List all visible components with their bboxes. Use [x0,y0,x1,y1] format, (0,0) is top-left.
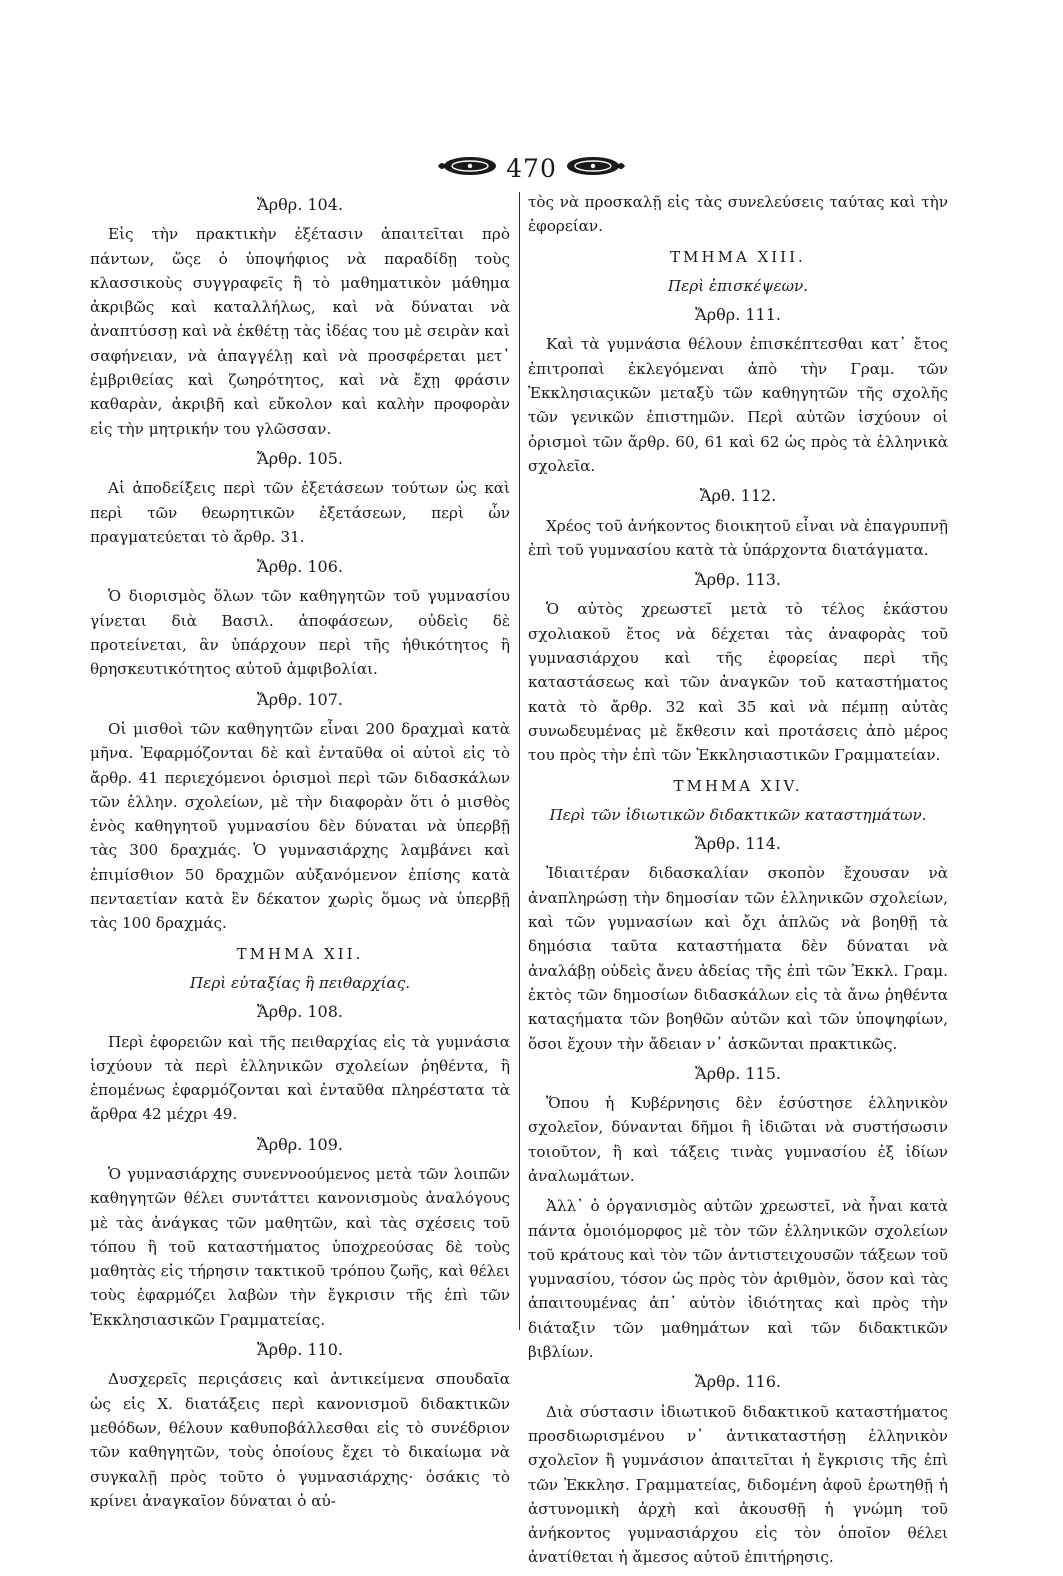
article-heading: Ἄρθρ. 113. [695,570,781,590]
left-column [90,190,510,1519]
column-divider [519,192,520,1330]
paragraph: Εἰς τὴν πρακτικὴν ἐξέτασιν ἀπαιτεῖται πρὸ πάντων, ὥςε ὁ ὑποψήφιος νὰ παραδίδῃ τοὺς κλασσικοὺς συγγραφεῖς ἢ τὸ μαθηματικὸν μάθημα ἀκριβῶς καὶ καταλλήλως, καὶ νὰ δύναται νὰ ἀναπτύσσῃ καὶ νὰ ἐκθέτῃ τὰς ἰδέας του μὲ σειρὰν καὶ σαφήνειαν, νὰ ἀπαγγέλῃ καὶ νὰ προσφέρεται μετ᾽ ἐμβριθείας καὶ ζωηρότητος, καὶ νὰ ἔχῃ φράσιν καθαρὰν, ἀκριβῆ καὶ εὔκολον καὶ καλὴν προφορὰν εἰς τὴν μητρικήν του γλῶσσαν. [90,225,510,438]
paragraph: Ὁ αὐτὸς χρεωστεῖ μετὰ τὸ τέλος ἑκάστου σχολιακοῦ ἔτος νὰ δέχεται τὰς ἀναφορὰς τοῦ γυμνασιάρχου καὶ τῆς ἐφορείας περὶ τῆς καταστάσεως καὶ τῶν ἀναγκῶν τοῦ καταστήματος κατὰ τὸ ἄρθρ. 32 καὶ 35 καὶ νὰ πέμπῃ αὐτὰς συνωδευμένας μὲ ἔκθεσιν καὶ προτάσεις ἀπὸ μέρος του πρὸς τὴν ἐπὶ τῶν Ἐκκλησιαστικῶν Γραμματείαν. [528,600,948,765]
paragraph: Ὁ διορισμὸς ὅλων τῶν καθηγητῶν τοῦ γυμνασίου γίνεται διὰ Βασιλ. ἀποφάσεων, οὐδεὶς δὲ προτείνεται, ἂν ὑπάρχουν περὶ τῆς ἠθικότητος ἢ θρησκευτικότητος αὐτοῦ ἀμφιβολίαι. [90,587,510,679]
page-number: 470 [506,153,557,183]
article-heading: Ἄρθ. 112. [699,486,777,506]
paragraph: Χρέος τοῦ ἀνήκοντος διοικητοῦ εἶναι νὰ ἐπαγρυπνῇ ἐπὶ τοῦ γυμνασίου κατὰ τὰ ὑπάρχοντα διατάγματα. [528,516,948,559]
article-heading: Ἄρθρ. 111. [695,305,781,325]
article-heading: Ἄρθρ. 104. [257,195,343,214]
article-heading: Ἄρθρ. 108. [257,1002,343,1022]
section-heading: ΤΜΗΜΑ XIII. [670,247,806,266]
paragraph: Καὶ τὰ γυμνάσια θέλουν ἐπισκέπτεσθαι κατ᾽ ἔτος ἐπιτροπαὶ ἐκλεγόμεναι ἀπὸ τὴν Γραμ. τῶν Ἐκκλησιαςικῶν μεταξὺ τῶν καθηγητῶν τῆς σχολῆς τῶν γενικῶν ἐπιστημῶν. Περὶ αὐτῶν ἰσχύουν οἱ ὁρισμοὶ τῶν ἄρθρ. 60, 61 καὶ 62 ὡς πρὸς τὰ ἑλληνικὰ σχολεῖα. [528,335,948,475]
section-heading: ΤΜΗΜΑ XII. [236,944,364,963]
section-subtitle: Περὶ ἐπισκέψεων. [667,276,809,295]
paragraph: Περὶ ἐφορειῶν καὶ τῆς πειθαρχίας εἰς τὰ γυμνάσια ἰσχύουν τὰ περὶ ἑλληνικῶν σχολείων ῥηθέντα, ἢ ἐπομένως ἐφαρμόζονται καὶ ἐνταῦθα πληρέστατα τὰ ἄρθρα 42 μέχρι 49. [90,1032,510,1124]
paragraph: Αἱ ἀποδείξεις περὶ τῶν ἐξετάσεων τούτων ὡς καὶ περὶ τῶν θεωρητικῶν ἐξετάσεων, περὶ ὧν πραγματεύεται τὸ ἄρθρ. 31. [90,479,510,546]
paragraph: τὸς νὰ προσκαλῇ εἰς τὰς συνελεύσεις ταύτας καὶ τὴν ἐφορείαν. [528,193,948,236]
article-heading: Ἄρθρ. 107. [257,689,343,709]
article-heading: Ἄρθρ. 116. [695,1372,781,1392]
article-heading: Ἄρθρ. 109. [257,1134,343,1154]
article-heading: Ἄρθρ. 105. [257,448,343,468]
section-heading: ΤΜΗΜΑ XIV. [673,776,803,795]
article-heading: Ἄρθρ. 114. [695,834,781,854]
paragraph: Ἰδιαιτέραν διδασκαλίαν σκοπὸν ἔχουσαν νὰ ἀναπληρώσῃ τὴν δημοσίαν τῶν ἑλληνικῶν σχολείων, καὶ τῶν γυμνασίων καὶ ὄχι ἁπλῶς νὰ βοηθῇ τὰ δημόσια ταῦτα καταστήματα δὲν δύναται νὰ ἀναλάβῃ οὐδεὶς ἄνευ ἀδείας τῆς ἐπὶ τῶν Ἐκκλ. Γραμ. ἐκτὸς τῶν δημοσίων διδασκάλων εἰς τὰ ἄνω ῥηθέντα καταςήματα τῶν βοηθῶν αὐτῶν καὶ τῶν ὑποψηφίων, ὅσοι ἔχουν τὴν ἄδειαν ν᾽ ἀσκῶνται πρακτικῶς. [528,864,948,1053]
section-subtitle: Περὶ εὐταξίας ἢ πειθαρχίας. [189,973,411,992]
paragraph: Ἀλλ᾽ ὁ ὀργανισμὸς αὐτῶν χρεωστεῖ, νὰ ἦναι κατὰ πάντα ὁμοιόμορφος μὲ τὸν τῶν ἑλληνικῶν σχολείων τοῦ κράτους καὶ τὸν τῶν ἀντιστειχουσῶν τάξεων τοῦ γυμνασίου, τόσον ὡς πρὸς τὸν ἀριθμὸν, ὅσον καὶ τὰς ἀπαιτουμένας ἀπ᾽ αὐτὸν ἰδιότητας καὶ πρὸς τὴν διάταξιν τῶν μαθημάτων καὶ τῶν διδακτικῶν βιβλίων. [528,1197,948,1362]
article-heading: Ἄρθρ. 110. [257,1340,343,1360]
paragraph: Ὁ γυμνασιάρχης συνεννοούμενος μετὰ τῶν λοιπῶν καθηγητῶν θέλει συντάττει κανονισμοὺς ἀναλόγους μὲ τὰς ἀνάγκας τῶν μαθητῶν, καὶ τὰς σχέσεις τοῦ τόπου ἢ τοῦ καταστήματος ὑποχρεούσας δὲ τοὺς μαθητὰς εἰς τήρησιν τακτικοῦ τρόπου ζωῆς, καὶ θέλει τοὺς ἐφαρμόζει λαβὼν τὴν ἔγκρισιν τῆς ἐπὶ τῶν Ἐκκλησιασικῶν Γραμματείας. [90,1164,510,1329]
paragraph: Διὰ σύστασιν ἰδιωτικοῦ διδακτικοῦ καταστήματος προσδιωρισμένου ν᾽ ἀντικαταστήσῃ ἑλληνικὸν σχολεῖον ἢ γυμνάσιον ἀπαιτεῖται ἡ ἔγκρισις τῆς ἐπὶ τῶν Ἐκκλησ. Γραμματείας, διδομένη ἀφοῦ ἐρωτηθῇ ἡ ἀστυνομικὴ ἀρχὴ καὶ ἀκουσθῇ ἡ γνώμη τοῦ ἀνήκοντος γυμνασιάρχου εἰς τὸν ὁποῖον θέλει ἀνατίθεται ἡ ἄμεσος αὐτοῦ ἐπιτήρησις. [528,1402,948,1567]
ornament-left-icon [436,155,498,181]
right-column [528,190,948,1576]
paragraph: Ὅπου ἡ Κυβέρνησις δὲν ἐσύστησε ἑλληνικὸν σχολεῖον, δύνανται δῆμοι ἢ ἰδιῶται νὰ συστήσωσιν τοιοῦτον, ἢ καὶ τάξεις τινὰς γυμνασίου ἐξ ἰδίων ἀναλωμάτων. [528,1094,948,1185]
section-subtitle: Περὶ τῶν ἰδιωτικῶν διδακτικῶν καταστημάτων. [549,805,927,824]
paragraph: Οἱ μισθοὶ τῶν καθηγητῶν εἶναι 200 δραχμαὶ κατὰ μῆνα. Ἐφαρμόζονται δὲ καὶ ἐνταῦθα οἱ αὐτοὶ εἰς τὸ ἄρθρ. 41 περιεχόμενοι ὁρισμοὶ περὶ τῶν διδασκάλων τῶν ἑλλην. σχολείων, μὲ τὴν διαφορὰν ὅτι ὁ μισθὸς ἑνὸς καθηγητοῦ γυμνασίου δὲν δύναται νὰ ὑπερβῇ τὰς 300 δραχμάς. Ὁ γυμνασιάρχης λαμβάνει καὶ ἐπιμίσθιον 50 δραχμῶν αὐξανόμενον ἐπίσης κατὰ πενταετίαν κατὰ ἓν δέκατον χωρὶς ὅμως νὰ ὑπερβῇ τὰς 100 δραχμάς. [90,719,510,933]
ornament-right-icon [565,155,627,181]
page-header [0,148,1063,188]
paragraph: Δυσχερεῖς περιςάσεις καὶ ἀντικείμενα σπουδαῖα ὡς εἰς Χ. διατάξεις περὶ κανονισμοῦ διδακτικῶν μεθόδων, θέλουν καθυποβάλλεσθαι εἰς τὸ συνέδριον τῶν καθηγητῶν, τοὺς ὁποίους ἔχει τὸ δικαίωμα νὰ συγκαλῇ πρὸς τοῦτο ὁ γυμνασιάρχης· ὁσάκις τὸ κρίνει ἀναγκαῖον δύναται ὁ αὐ- [90,1370,510,1510]
article-heading: Ἄρθρ. 106. [257,557,343,577]
article-heading: Ἄρθρ. 115. [695,1063,781,1083]
